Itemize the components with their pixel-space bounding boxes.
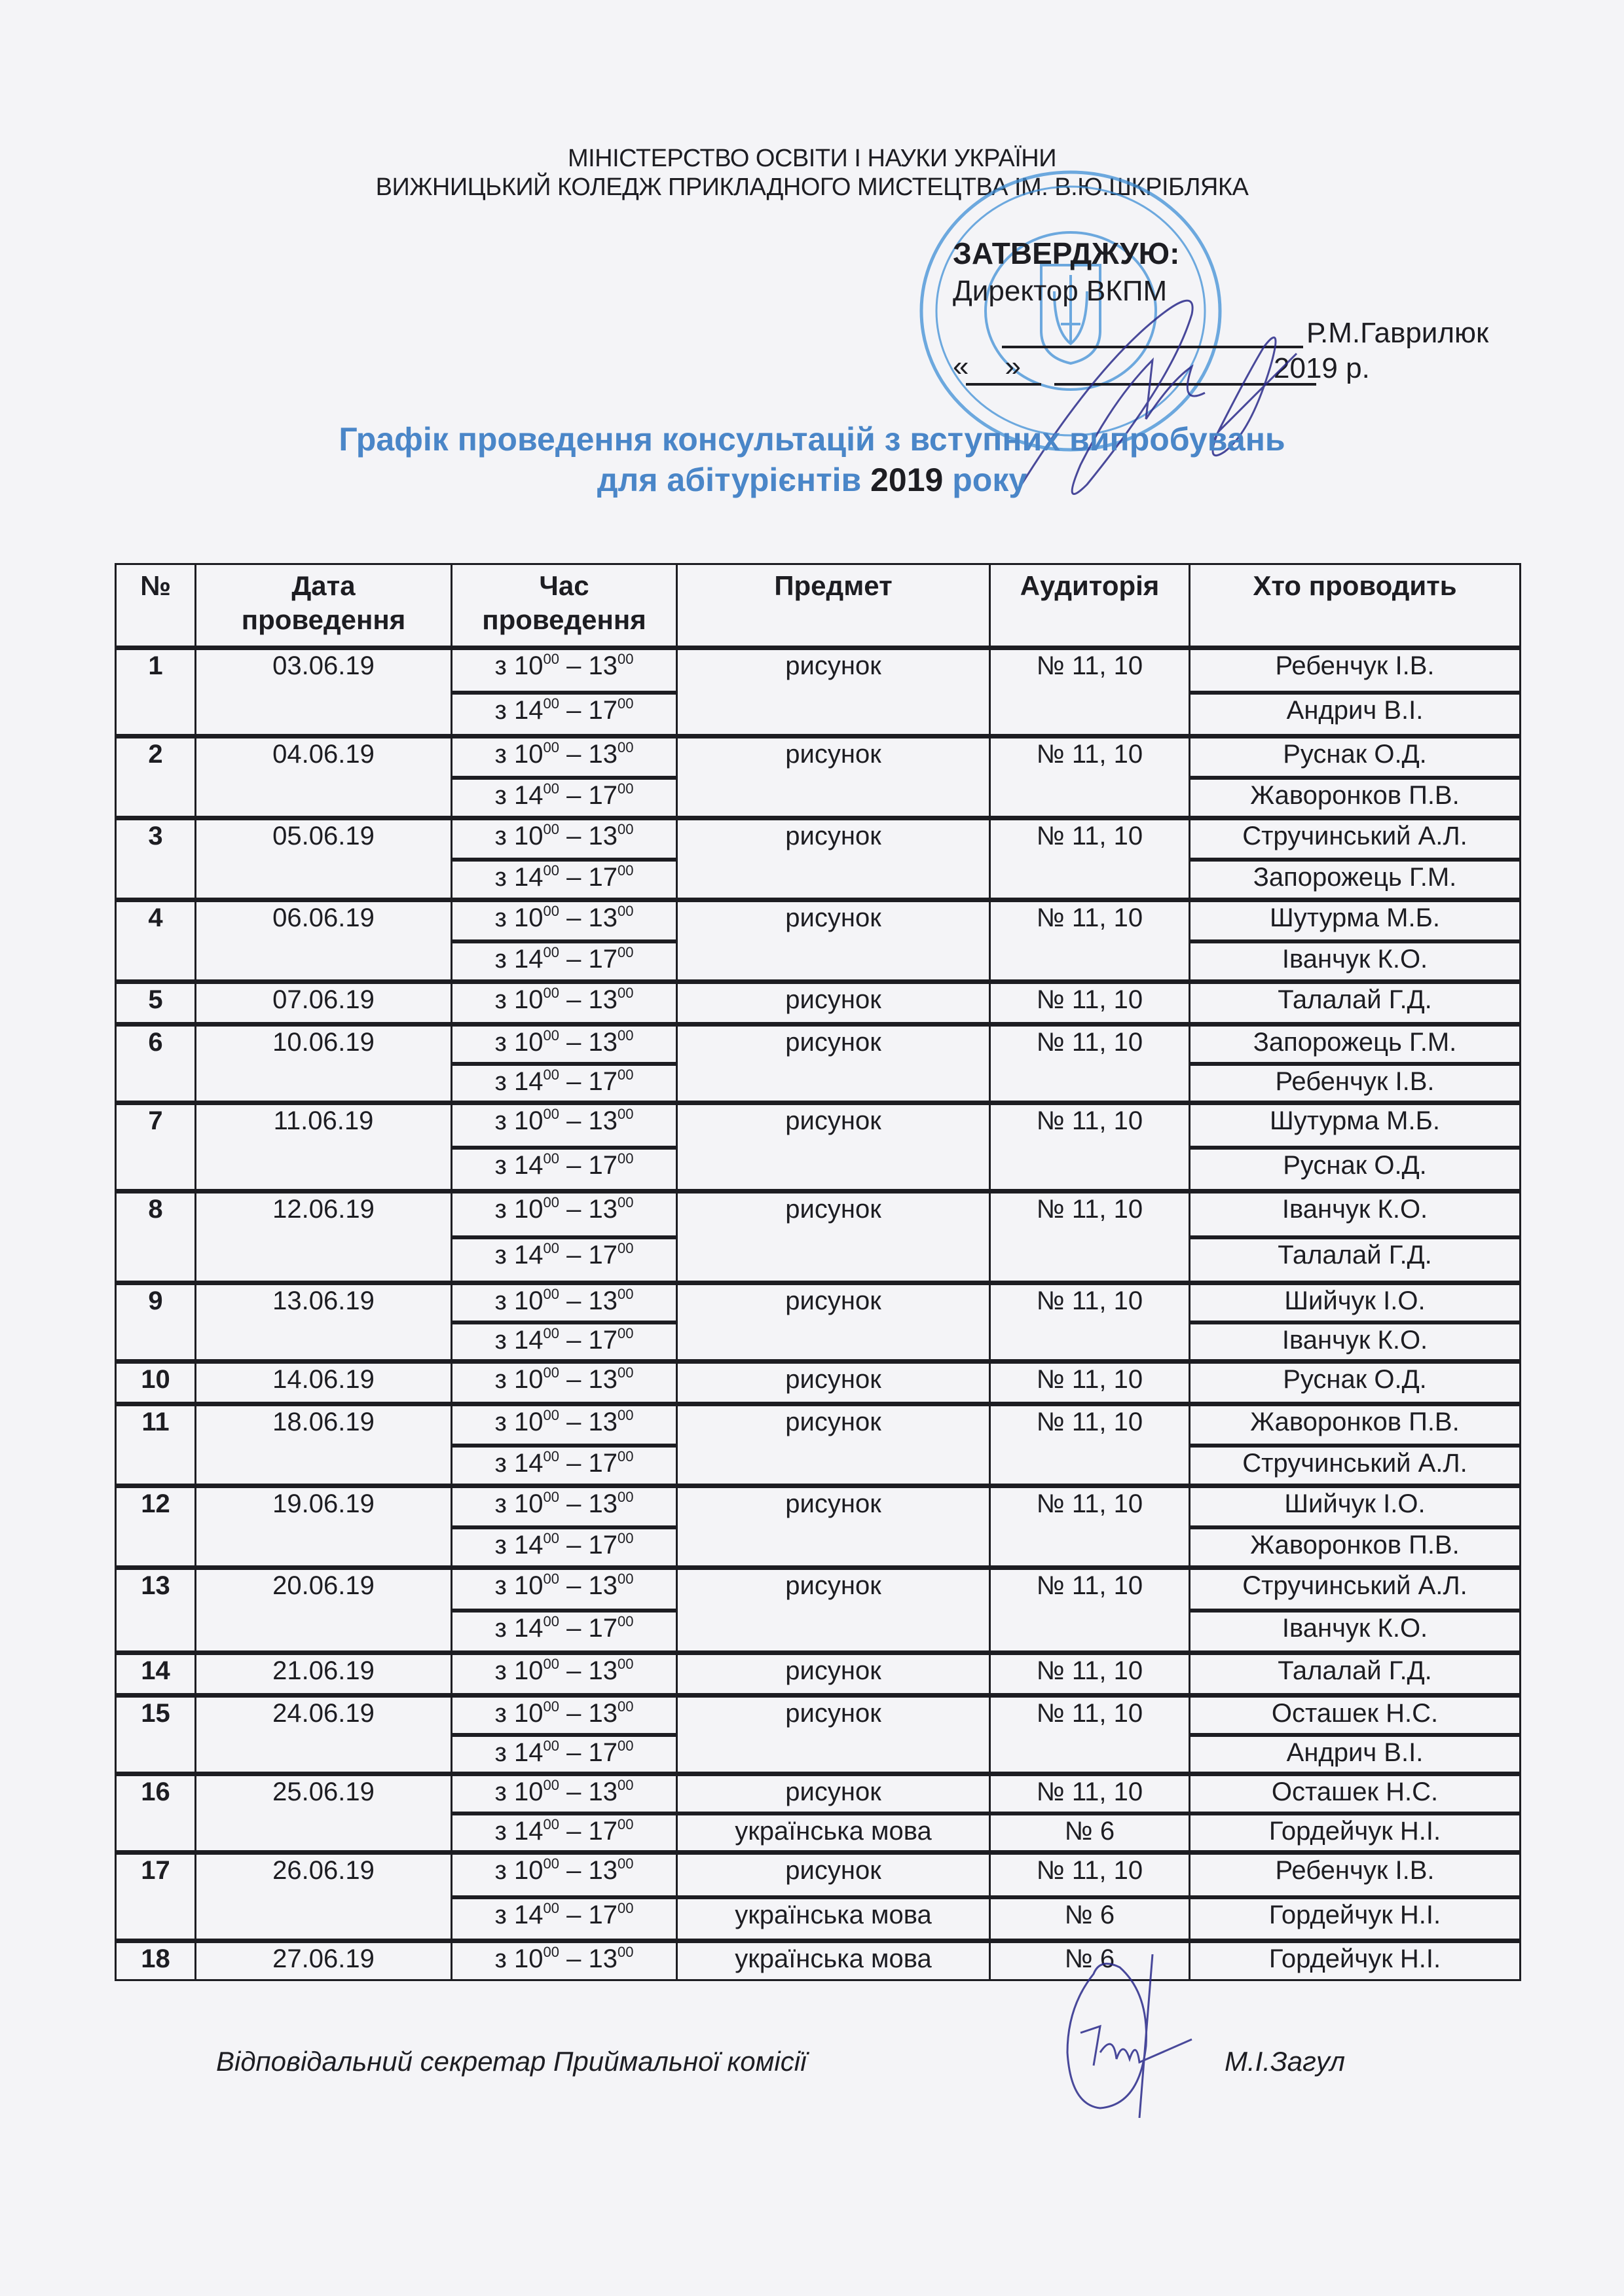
row-number: 10 [116, 1362, 196, 1404]
table-row [116, 818, 1521, 860]
row-time: з $10^{00} - 13^{00}$ [452, 982, 677, 1025]
row-time: з $10^{00} - 13^{00}$ [452, 1568, 677, 1611]
date-day-field: « » [953, 350, 1021, 382]
row-room: № 11, 10 [990, 1696, 1190, 1774]
row-subject: рисунок [677, 1362, 990, 1404]
row-number: 11 [116, 1404, 196, 1486]
row-room: № 11, 10 [990, 1404, 1190, 1486]
row-teacher: Шийчук І.О. [1190, 1486, 1521, 1527]
row-subject: рисунок [677, 1568, 990, 1653]
title-line-1: Графік проведення консультацій з вступних випробувань [339, 421, 1285, 458]
row-date: 13.06.19 [196, 1283, 452, 1362]
row-room: № 11, 10 [990, 1025, 1190, 1103]
row-time: з $14^{00} - 17^{00}$ [452, 778, 677, 818]
row-room: № 11, 10 [990, 737, 1190, 818]
row-teacher: Гордейчук Н.І. [1190, 1813, 1521, 1853]
table-row [116, 1362, 1521, 1404]
row-date: 03.06.19 [196, 648, 452, 737]
row-time: з $10^{00} - 13^{00}$ [452, 1362, 677, 1404]
row-time: з $10^{00} - 13^{00}$ [452, 1853, 677, 1897]
row-teacher: Іванчук К.О. [1190, 1611, 1521, 1653]
approval-role: Директор ВКПМ [953, 275, 1168, 307]
row-room: № 11, 10 [990, 1192, 1190, 1283]
row-room: № 11, 10 [990, 1103, 1190, 1192]
row-number: 7 [116, 1103, 196, 1192]
row-date: 10.06.19 [196, 1025, 452, 1103]
row-subject: рисунок [677, 1853, 990, 1897]
row-time: з $14^{00} - 17^{00}$ [452, 1148, 677, 1192]
row-number: 9 [116, 1283, 196, 1362]
row-number: 13 [116, 1568, 196, 1653]
row-teacher: Руснак О.Д. [1190, 1148, 1521, 1192]
document-title [0, 419, 1624, 500]
row-subject: рисунок [677, 1283, 990, 1362]
table-row [116, 1774, 1521, 1813]
row-teacher: Руснак О.Д. [1190, 737, 1521, 778]
row-subject: рисунок [677, 1192, 990, 1283]
row-teacher: Талалай Г.Д. [1190, 982, 1521, 1025]
row-teacher: Ребенчук І.В. [1190, 1064, 1521, 1103]
row-teacher: Іванчук К.О. [1190, 1322, 1521, 1362]
header-num: № [116, 564, 196, 648]
row-subject: рисунок [677, 900, 990, 982]
row-subject: рисунок [677, 982, 990, 1025]
table-row [116, 1568, 1521, 1611]
row-subject: рисунок [677, 1696, 990, 1774]
row-room: № 11, 10 [990, 1853, 1190, 1897]
row-teacher: Шийчук І.О. [1190, 1283, 1521, 1322]
row-time: з $14^{00} - 17^{00}$ [452, 1322, 677, 1362]
table-row [116, 1103, 1521, 1148]
row-subject: рисунок [677, 1025, 990, 1103]
row-teacher: Осташек Н.С. [1190, 1696, 1521, 1735]
row-teacher: Запорожець Г.М. [1190, 1025, 1521, 1064]
row-subject: рисунок [677, 1486, 990, 1568]
row-time: з $10^{00} - 13^{00}$ [452, 737, 677, 778]
header-time: Час проведення [452, 564, 677, 648]
approval-title: ЗАТВЕРДЖУЮ: [953, 236, 1180, 270]
row-teacher: Ребенчук І.В. [1190, 1853, 1521, 1897]
row-subject: рисунок [677, 1404, 990, 1486]
row-teacher: Запорожець Г.М. [1190, 860, 1521, 900]
row-room: № 11, 10 [990, 1283, 1190, 1362]
table-row [116, 1404, 1521, 1446]
row-time: з $10^{00} - 13^{00}$ [452, 900, 677, 941]
row-time: з $14^{00} - 17^{00}$ [452, 1735, 677, 1774]
table-row [116, 737, 1521, 778]
row-date: 07.06.19 [196, 982, 452, 1025]
row-teacher: Жаворонков П.В. [1190, 1527, 1521, 1568]
document-header [0, 144, 1624, 202]
row-time: з $10^{00} - 13^{00}$ [452, 1192, 677, 1237]
official-stamp [913, 167, 1228, 455]
row-time: з $10^{00} - 13^{00}$ [452, 1025, 677, 1064]
row-date: 24.06.19 [196, 1696, 452, 1774]
row-time: з $14^{00} - 17^{00}$ [452, 1897, 677, 1941]
row-room: № 11, 10 [990, 818, 1190, 900]
row-room: № 6 [990, 1941, 1190, 1980]
header-date: Дата проведення [196, 564, 452, 648]
row-teacher: Талалай Г.Д. [1190, 1237, 1521, 1283]
row-number: 16 [116, 1774, 196, 1853]
row-time: з $10^{00} - 13^{00}$ [452, 1404, 677, 1446]
row-teacher: Іванчук К.О. [1190, 941, 1521, 982]
title-year: 2019 [870, 462, 944, 498]
row-number: 6 [116, 1025, 196, 1103]
row-date: 05.06.19 [196, 818, 452, 900]
header-subject: Предмет [677, 564, 990, 648]
signature-line [1002, 346, 1303, 348]
row-teacher: Ребенчук І.В. [1190, 648, 1521, 693]
row-subject: рисунок [677, 648, 990, 737]
row-room: № 11, 10 [990, 1653, 1190, 1696]
table-header-row [116, 564, 1521, 648]
row-date: 18.06.19 [196, 1404, 452, 1486]
approval-year: 2019 р. [1274, 352, 1370, 384]
consultation-schedule-table [115, 563, 1521, 1981]
row-room: № 11, 10 [990, 1362, 1190, 1404]
row-time: з $10^{00} - 13^{00}$ [452, 1774, 677, 1813]
table-row [116, 1941, 1521, 1980]
secretary-role: Відповідальний секретар Приймальної комісії [216, 2046, 807, 2077]
row-time: з $10^{00} - 13^{00}$ [452, 818, 677, 860]
table-row [116, 900, 1521, 941]
table-row [116, 1696, 1521, 1735]
row-room: № 6 [990, 1813, 1190, 1853]
row-subject: рисунок [677, 818, 990, 900]
row-number: 3 [116, 818, 196, 900]
row-time: з $14^{00} - 17^{00}$ [452, 1527, 677, 1568]
row-time: з $10^{00} - 13^{00}$ [452, 1486, 677, 1527]
header-teacher: Хто проводить [1190, 564, 1521, 648]
row-number: 8 [116, 1192, 196, 1283]
row-date: 27.06.19 [196, 1941, 452, 1980]
row-teacher: Стручинський А.Л. [1190, 1568, 1521, 1611]
row-number: 12 [116, 1486, 196, 1568]
row-number: 2 [116, 737, 196, 818]
row-teacher: Шутурма М.Б. [1190, 900, 1521, 941]
row-time: з $14^{00} - 17^{00}$ [452, 1064, 677, 1103]
row-time: з $10^{00} - 13^{00}$ [452, 1941, 677, 1980]
row-teacher: Талалай Г.Д. [1190, 1653, 1521, 1696]
row-time: з $14^{00} - 17^{00}$ [452, 941, 677, 982]
row-time: з $14^{00} - 17^{00}$ [452, 1237, 677, 1283]
college-name: ВИЖНИЦЬКИЙ КОЛЕДЖ ПРИКЛАДНОГО МИСТЕЦТВА ІМ. В.Ю.ШКРІБЛЯКА [375, 173, 1249, 201]
row-teacher: Стручинський А.Л. [1190, 1446, 1521, 1486]
row-subject: українська мова [677, 1897, 990, 1941]
row-date: 04.06.19 [196, 737, 452, 818]
title-line-2: для абітурієнтів 2019 року [597, 462, 1027, 498]
table-row [116, 1283, 1521, 1322]
row-number: 17 [116, 1853, 196, 1941]
row-date: 21.06.19 [196, 1653, 452, 1696]
row-time: з $10^{00} - 13^{00}$ [452, 1283, 677, 1322]
table-row [116, 982, 1521, 1025]
row-subject: рисунок [677, 1774, 990, 1813]
row-number: 4 [116, 900, 196, 982]
row-time: з $14^{00} - 17^{00}$ [452, 860, 677, 900]
row-room: № 11, 10 [990, 648, 1190, 737]
secretary-name: М.І.Загул [1225, 2046, 1346, 2077]
row-date: 11.06.19 [196, 1103, 452, 1192]
row-date: 19.06.19 [196, 1486, 452, 1568]
row-number: 15 [116, 1696, 196, 1774]
row-teacher: Гордейчук Н.І. [1190, 1897, 1521, 1941]
row-date: 25.06.19 [196, 1774, 452, 1853]
row-room: № 6 [990, 1897, 1190, 1941]
row-date: 20.06.19 [196, 1568, 452, 1653]
row-time: з $14^{00} - 17^{00}$ [452, 693, 677, 737]
row-subject: українська мова [677, 1941, 990, 1980]
row-subject: рисунок [677, 1103, 990, 1192]
row-number: 1 [116, 648, 196, 737]
date-day-line [966, 383, 1041, 386]
row-subject: рисунок [677, 1653, 990, 1696]
table-row [116, 1853, 1521, 1897]
row-teacher: Андрич В.І. [1190, 693, 1521, 737]
row-time: з $14^{00} - 17^{00}$ [452, 1813, 677, 1853]
row-room: № 11, 10 [990, 982, 1190, 1025]
row-room: № 11, 10 [990, 1568, 1190, 1653]
row-date: 06.06.19 [196, 900, 452, 982]
row-room: № 11, 10 [990, 900, 1190, 982]
row-teacher: Андрич В.І. [1190, 1735, 1521, 1774]
row-time: з $14^{00} - 17^{00}$ [452, 1611, 677, 1653]
row-teacher: Шутурма М.Б. [1190, 1103, 1521, 1148]
row-subject: українська мова [677, 1813, 990, 1853]
row-time: з $10^{00} - 13^{00}$ [452, 1103, 677, 1148]
row-number: 5 [116, 982, 196, 1025]
row-teacher: Руснак О.Д. [1190, 1362, 1521, 1404]
row-time: з $10^{00} - 13^{00}$ [452, 1696, 677, 1735]
row-date: 12.06.19 [196, 1192, 452, 1283]
row-number: 18 [116, 1941, 196, 1980]
row-subject: рисунок [677, 737, 990, 818]
table-row [116, 1025, 1521, 1064]
row-teacher: Осташек Н.С. [1190, 1774, 1521, 1813]
row-date: 14.06.19 [196, 1362, 452, 1404]
table-row [116, 1486, 1521, 1527]
row-room: № 11, 10 [990, 1774, 1190, 1813]
row-teacher: Гордейчук Н.І. [1190, 1941, 1521, 1980]
header-room: Аудиторія [990, 564, 1190, 648]
table-row [116, 1653, 1521, 1696]
row-date: 26.06.19 [196, 1853, 452, 1941]
table-row [116, 648, 1521, 693]
row-room: № 11, 10 [990, 1486, 1190, 1568]
row-time: з $10^{00} - 13^{00}$ [452, 1653, 677, 1696]
row-teacher: Жаворонков П.В. [1190, 778, 1521, 818]
approver-name: Р.М.Гаврилюк [1306, 317, 1489, 349]
row-teacher: Стручинський А.Л. [1190, 818, 1521, 860]
row-time: з $14^{00} - 17^{00}$ [452, 1446, 677, 1486]
row-teacher: Жаворонков П.В. [1190, 1404, 1521, 1446]
ministry-name: МІНІСТЕРСТВО ОСВІТИ І НАУКИ УКРАЇНИ [567, 145, 1057, 172]
row-teacher: Іванчук К.О. [1190, 1192, 1521, 1237]
table-row [116, 1192, 1521, 1237]
row-time: з $10^{00} - 13^{00}$ [452, 648, 677, 693]
row-number: 14 [116, 1653, 196, 1696]
